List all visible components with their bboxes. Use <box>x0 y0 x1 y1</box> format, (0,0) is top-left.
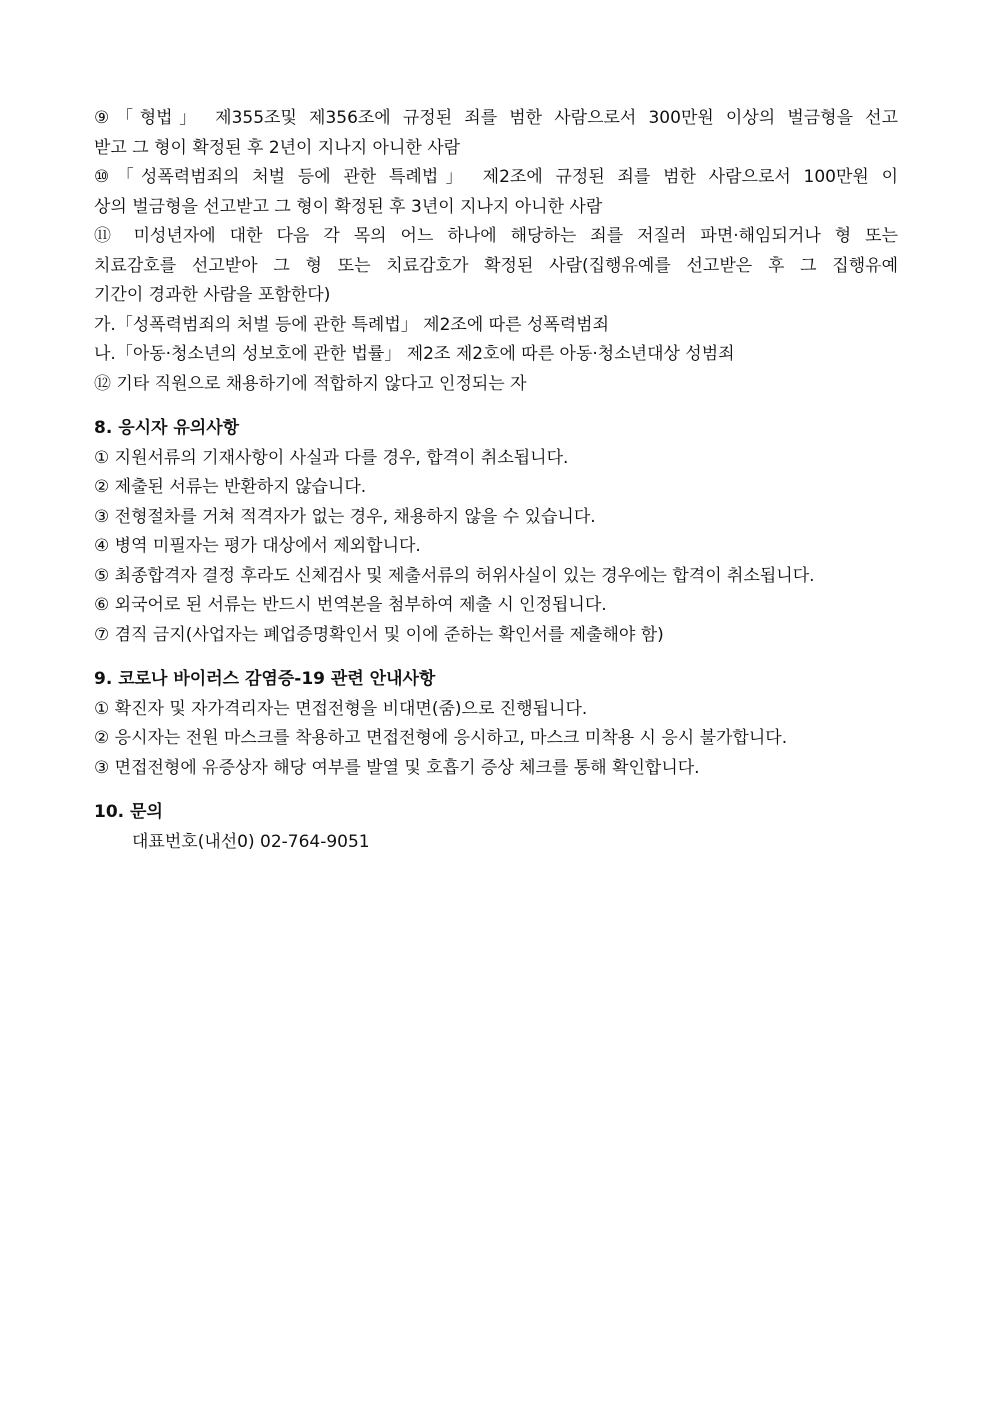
document-page <box>94 104 898 857</box>
section-8 <box>94 414 898 650</box>
list-item: ⑥ 외국어로 된 서류는 반드시 번역본을 첨부하여 제출 시 인정됩니다. <box>94 595 607 615</box>
list-item-9-line-2: 받고 그 형이 확정된 후 2년이 지나지 아니한 사람 <box>94 137 461 158</box>
list-item-11-line-3: 기간이 경과한 사람을 포함한다) <box>94 285 331 305</box>
list-item-11-sub-b: 나.「아동·청소년의 성보호에 관한 법률」 제2조 제2호에 따른 아동·청소년대상 성범죄 <box>94 344 735 364</box>
list-item: ② 제출된 서류는 반환하지 않습니다. <box>94 477 367 497</box>
list-item: ③ 면접전형에 유증상자 해당 여부를 발열 및 호흡기 증상 체크를 통해 확인합니다. <box>94 757 700 778</box>
section-9-title: 9. 코로나 바이러스 감염증-19 관련 안내사항 <box>94 669 436 689</box>
list-item: ⑤ 최종합격자 결정 후라도 신체검사 및 제출서류의 허위사실이 있는 경우에는 합격이 취소됩니다. <box>94 565 815 586</box>
list-item: ① 확진자 및 자가격리자는 면접전형을 비대면(줌)으로 진행됩니다. <box>94 698 588 719</box>
list-item-11-sub-a: 가.「성폭력범죄의 처벌 등에 관한 특례법」 제2조에 따른 성폭력범죄 <box>94 314 610 335</box>
list-item-10-line-1: ⑩「성폭력범죄의 처벌 등에 관한 특례법」 제2조에 규정된 죄를 범한 사람으로서 100만원 이 <box>94 167 898 187</box>
section-gap <box>94 783 898 798</box>
disqualification-list-continued <box>94 104 898 399</box>
section-gap <box>94 399 898 414</box>
list-item: ② 응시자는 전원 마스크를 착용하고 면접전형에 응시하고, 마스크 미착용 시 응시 불가합니다. <box>94 728 788 748</box>
section-8-title: 8. 응시자 유의사항 <box>94 418 240 438</box>
section-10-title: 10. 문의 <box>94 802 163 822</box>
section-10 <box>94 798 898 857</box>
list-item: ⑦ 겸직 금지(사업자는 폐업증명확인서 및 이에 준하는 확인서를 제출해야 함) <box>94 624 664 645</box>
list-item: ④ 병역 미필자는 평가 대상에서 제외합니다. <box>94 536 421 556</box>
section-9 <box>94 665 898 783</box>
list-item-12: ⑫ 기타 직원으로 채용하기에 적합하지 않다고 인정되는 자 <box>94 373 527 394</box>
list-item-11-line-2: 치료감호를 선고받아 그 형 또는 치료감호가 확정된 사람(집행유예를 선고받은 후 그 집행유예 <box>94 255 898 276</box>
contact-phone: 대표번호(내선0) 02-764-9051 <box>132 831 370 852</box>
section-gap <box>94 650 898 665</box>
list-item-11-line-1: ⑪ 미성년자에 대한 다음 각 목의 어느 하나에 해당하는 죄를 저질러 파면·해임되거나 형 또는 <box>94 226 898 246</box>
list-item-9-line-1: ⑨「형법」 제355조및 제356조에 규정된 죄를 범한 사람으로서 300만원 이상의 벌금형을 선고 <box>94 108 898 128</box>
list-item: ① 지원서류의 기재사항이 사실과 다를 경우, 합격이 취소됩니다. <box>94 447 569 468</box>
list-item-10-line-2: 상의 벌금형을 선고받고 그 형이 확정된 후 3년이 지나지 아니한 사람 <box>94 196 603 217</box>
list-item: ③ 전형절차를 거쳐 적격자가 없는 경우, 채용하지 않을 수 있습니다. <box>94 506 596 527</box>
